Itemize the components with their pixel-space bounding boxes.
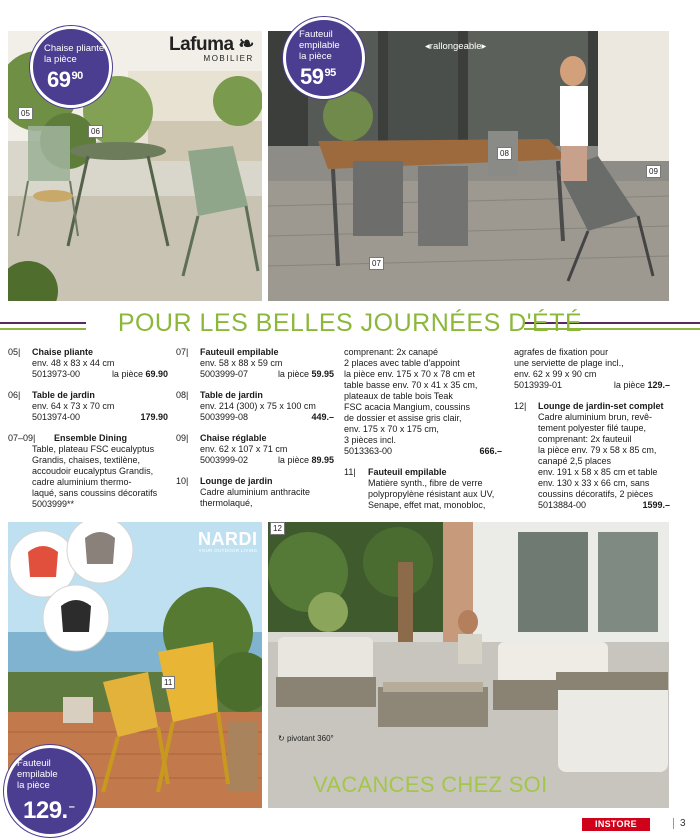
product-desc: coussins décoratifs, 2 pièces (538, 489, 654, 499)
product-desc: env. 58 x 88 x 59 cm (200, 358, 283, 368)
rotating-callout (278, 734, 334, 743)
price-group (140, 412, 168, 423)
product-list (344, 467, 502, 511)
lead-lines (514, 347, 670, 380)
price-cents: 95 (324, 67, 336, 79)
photo-tag: 09 (646, 165, 661, 178)
price: 59.95 (311, 369, 334, 379)
sku: 5013939-01 (514, 380, 563, 390)
lafuma-logo (169, 33, 254, 63)
section-title: POUR LES BELLES JOURNÉES D'ÉTÉ (117, 309, 583, 337)
product-column-2 (176, 347, 334, 519)
product-desc: plateaux de table bois Teak (344, 391, 453, 401)
product-desc: env. 214 (300) x 75 x 100 cm (200, 401, 316, 411)
page-number: 3 (673, 818, 686, 829)
badge-line: la pièce (44, 54, 77, 65)
product-desc: table basse env. 70 x 41 x 35 cm, (344, 380, 478, 390)
sku: 5013974-00 (32, 412, 81, 422)
product-desc: Grandis, chaises, textilène, (32, 455, 141, 465)
price-main: 69 (47, 67, 71, 92)
product-title (344, 467, 502, 478)
extendable-callout (425, 41, 486, 52)
sku: 5013884-00 (538, 500, 587, 510)
badge-line: Fauteuil (299, 29, 333, 40)
brand-sub: MOBILIER (203, 54, 254, 63)
photo-tag: 08 (497, 147, 512, 160)
price-main: 59 (300, 64, 324, 89)
product-desc: polypropylène résistant aux UV, (368, 489, 495, 499)
product-item (514, 401, 670, 511)
lead-lines (344, 347, 502, 446)
badge-line: Fauteuil (17, 758, 51, 769)
price: 129.– (647, 380, 670, 390)
callout-label: pivotant 360° (286, 734, 334, 743)
photo-tag: 07 (369, 257, 384, 270)
product-title (8, 347, 168, 358)
product-name: Ensemble Dining (54, 433, 128, 443)
lounge-scene (268, 522, 669, 808)
price-group (642, 500, 670, 511)
badge-line: la pièce (17, 780, 50, 791)
badge-price (300, 64, 336, 90)
product-title (176, 347, 334, 358)
price-badge-stackable-armchair-nardi (4, 745, 96, 837)
price-main: 129. (23, 797, 68, 824)
product-desc: comprenant: 2x fauteuil (538, 434, 632, 444)
badge-line: empilable (17, 769, 58, 780)
price-prefix: la pièce (613, 380, 645, 390)
product-number: 06| (8, 390, 21, 400)
price-badge-stackable-armchair (283, 17, 365, 99)
product-desc: canapé 2,5 places (538, 456, 612, 466)
badge-line: empilable (299, 40, 340, 51)
price-prefix: la pièce (111, 369, 146, 379)
product-desc: accoudoir eucalyptus Grandis, (32, 466, 154, 476)
badge-price (47, 67, 83, 93)
product-desc: la pièce env. 175 x 70 x 78 cm et (344, 369, 475, 379)
product-item (176, 390, 334, 423)
product-desc: env. 130 x 33 x 66 cm, sans (538, 478, 650, 488)
slogan: VACANCES CHEZ SOI (313, 772, 548, 797)
photo-tag: 12 (270, 522, 285, 535)
product-title (176, 390, 334, 401)
product-continuation (514, 347, 670, 391)
product-name: Lounge de jardin (200, 476, 273, 486)
price: 449.– (311, 412, 334, 422)
product-desc: Cadre aluminium brun, revê- (538, 412, 653, 422)
brand-sub: YOUR OUTDOOR LIVING (198, 548, 258, 553)
product-desc: env. 48 x 83 x 44 cm (32, 358, 115, 368)
product-item (8, 347, 168, 380)
badge-line: Chaise pliante (44, 43, 105, 54)
photo-tag: 11 (161, 676, 175, 689)
product-desc: cadre aluminium thermo- (32, 477, 132, 487)
price-group (278, 455, 334, 466)
badge-line: la pièce (299, 51, 332, 62)
sku: 5003999-02 (200, 455, 249, 465)
product-desc: Cadre aluminium anthracite (200, 487, 311, 497)
product-desc: env. 175 x 70 x 175 cm, (344, 424, 439, 434)
brand-name: NARDI (198, 529, 258, 549)
photo-tag: 05 (18, 107, 33, 120)
product-continuation (344, 347, 502, 457)
product-title (176, 476, 334, 487)
price: 1599.– (642, 500, 670, 510)
product-desc: Matière synth., fibre de verre (368, 478, 483, 488)
arrow-right-icon: ▸ (481, 41, 487, 52)
product-desc: env. 62 x 99 x 90 cm (514, 369, 597, 379)
product-desc: une serviette de plage incl., (514, 358, 624, 368)
product-desc: 3 pièces incl. (344, 435, 397, 445)
sku: 5013363-00 (344, 446, 393, 456)
price: 69.90 (145, 369, 168, 379)
product-item (176, 433, 334, 466)
product-desc: laqué, sans coussins décoratifs (32, 488, 158, 498)
brand-name: Lafuma (169, 34, 234, 55)
price: 89.95 (311, 455, 334, 465)
product-number: 12| (514, 401, 527, 411)
sku: 5003999-07 (200, 369, 249, 379)
product-title (514, 401, 670, 412)
product-name: Fauteuil empilable (368, 467, 447, 477)
product-number: 07| (176, 347, 189, 357)
instore-logo: INSTORE (582, 818, 650, 831)
sku: 5003999** (32, 499, 75, 509)
product-name: Chaise réglable (200, 433, 267, 443)
price-prefix: la pièce (277, 455, 312, 465)
product-title (176, 433, 334, 444)
product-desc: Senape, effet mat, monobloc, (368, 500, 486, 510)
product-desc: comprenant: 2x canapé (344, 347, 439, 357)
sku: 5013973-00 (32, 369, 81, 379)
product-list (514, 401, 670, 511)
photo-lounge-set (268, 522, 669, 808)
product-title (8, 433, 168, 444)
price-group (311, 412, 334, 423)
product-desc: FSC acacia Mangium, coussins (344, 402, 471, 412)
product-title (8, 390, 168, 401)
product-desc: tement polyester filé taupe, (538, 423, 647, 433)
product-number: 07–09| (8, 433, 36, 443)
price: 179.90 (140, 412, 168, 422)
product-name: Fauteuil empilable (200, 347, 279, 357)
price-badge-folding-chair (30, 26, 112, 108)
product-item (176, 347, 334, 380)
badge-price (23, 797, 74, 825)
product-desc: env. 62 x 107 x 71 cm (200, 444, 288, 454)
product-desc: thermolaqué, (200, 498, 253, 508)
product-column-1 (8, 347, 168, 520)
callout-label: rallongeable (429, 41, 482, 52)
price-cents: 90 (71, 70, 83, 82)
price-cents: – (68, 801, 75, 813)
product-desc: Table, plateau FSC eucalyptus (32, 444, 155, 454)
price-prefix: la pièce (277, 369, 312, 379)
photo-tag: 06 (88, 125, 103, 138)
product-name: Table de jardin (200, 390, 263, 400)
arrow-left-icon: ◂ (425, 41, 430, 52)
price-group (112, 369, 168, 380)
product-desc: la pièce env. 79 x 58 x 85 cm, (538, 445, 657, 455)
product-item (344, 467, 502, 511)
price: 666.– (479, 446, 502, 456)
product-item (176, 476, 334, 509)
product-name: Table de jardin (32, 390, 95, 400)
rotate-arrow-icon: ↻ (278, 734, 285, 743)
product-desc: env. 64 x 73 x 70 cm (32, 401, 115, 411)
product-desc: agrafes de fixation pour (514, 347, 609, 357)
product-desc: env. 191 x 58 x 85 cm et table (538, 467, 658, 477)
leaf-icon: ❧ (238, 34, 254, 55)
product-column-3 (344, 347, 502, 521)
product-desc: de dossier et assise gris clair, (344, 413, 462, 423)
product-desc: 2 places avec table d'appoint (344, 358, 460, 368)
product-number: 09| (176, 433, 189, 443)
product-column-4 (514, 347, 670, 521)
product-name: Lounge de jardin-set complet (538, 401, 664, 411)
product-item (8, 433, 168, 510)
sku: 5003999-08 (200, 412, 249, 422)
product-number: 05| (8, 347, 21, 357)
product-number: 10| (176, 476, 189, 486)
product-name: Chaise pliante (32, 347, 94, 357)
product-number: 11| (344, 467, 356, 477)
price-group (278, 369, 334, 380)
nardi-logo (198, 529, 258, 553)
product-number: 08| (176, 390, 189, 400)
product-item (8, 390, 168, 423)
